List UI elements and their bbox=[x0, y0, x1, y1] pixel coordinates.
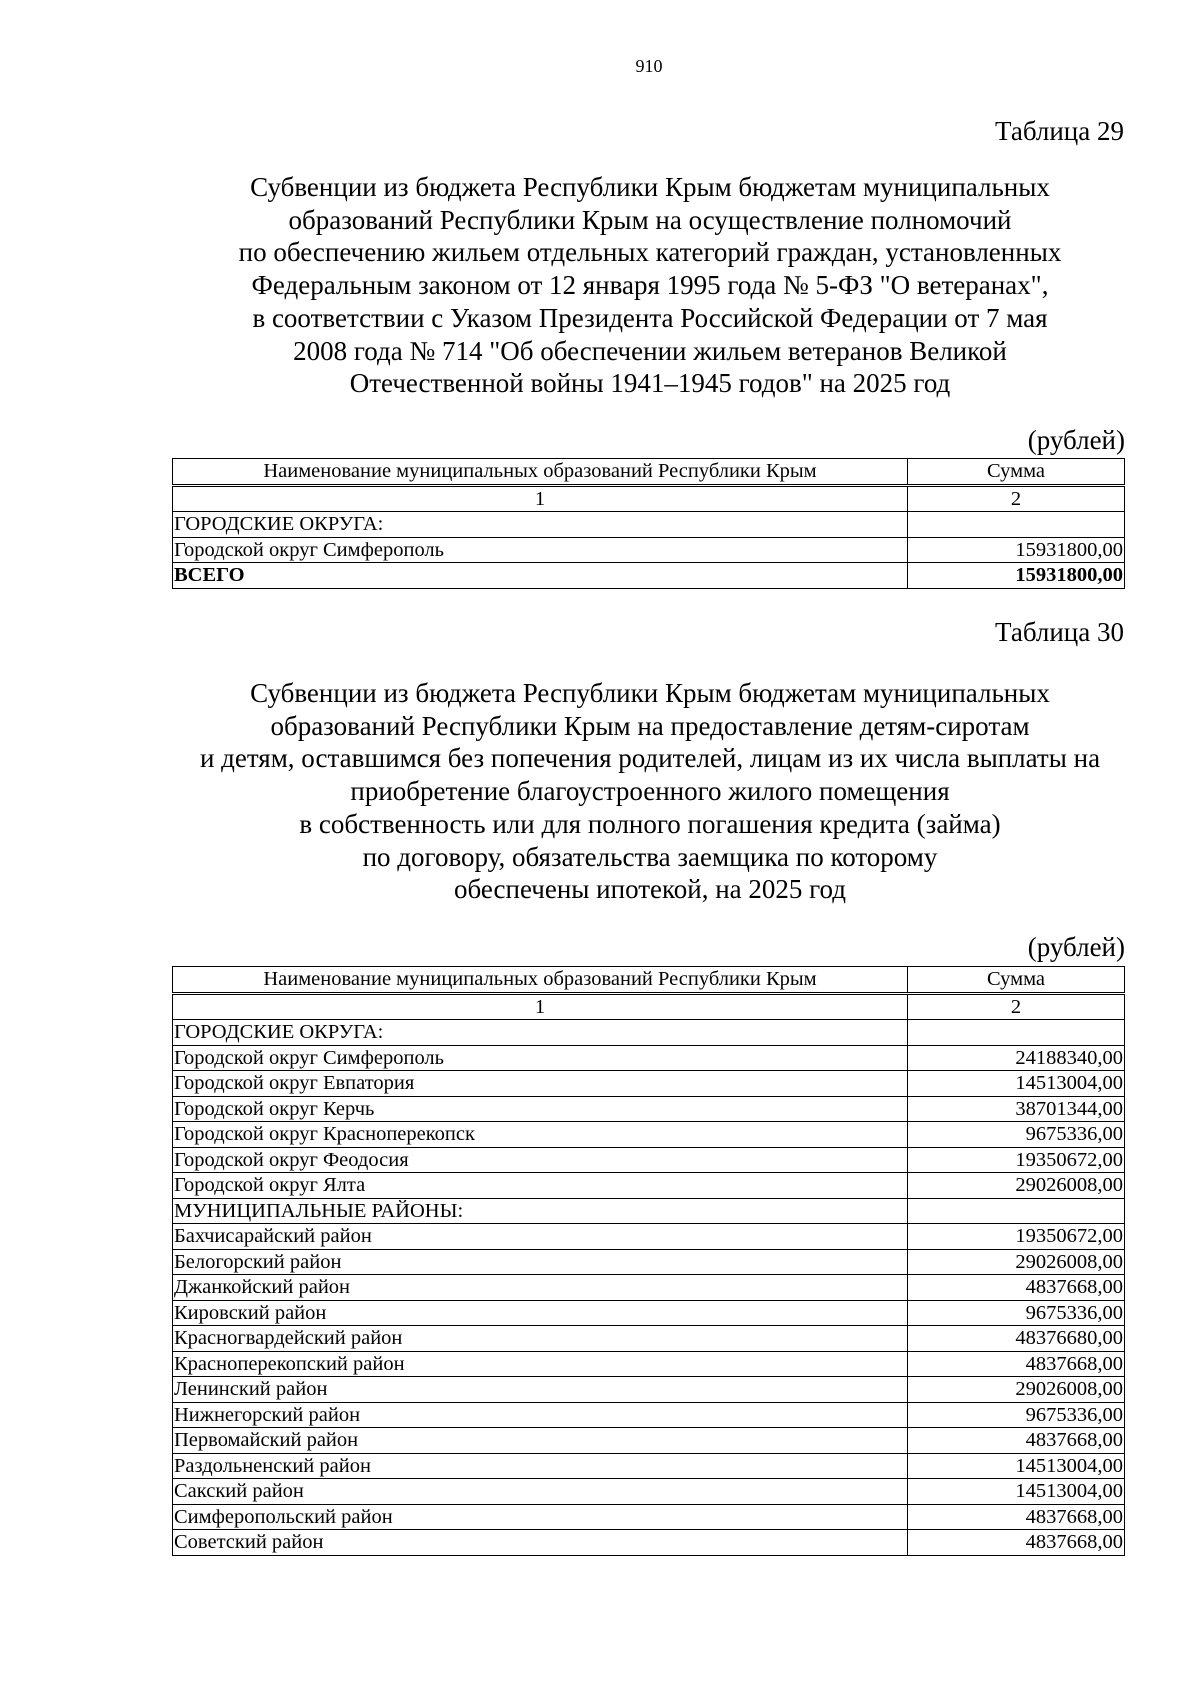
amount: 24188340,00 bbox=[908, 1045, 1125, 1071]
amount: 4837668,00 bbox=[908, 1428, 1125, 1454]
column-number: 2 bbox=[908, 486, 1125, 512]
amount bbox=[908, 1198, 1125, 1224]
table-row bbox=[173, 1504, 1125, 1530]
amount: 14513004,00 bbox=[908, 1071, 1125, 1097]
amount: 14513004,00 bbox=[908, 1453, 1125, 1479]
title-line: Отечественной войны 1941–1945 годов" на 2025 год bbox=[349, 368, 951, 399]
amount: 19350672,00 bbox=[908, 1224, 1125, 1250]
table-row bbox=[173, 537, 1125, 563]
amount: 19350672,00 bbox=[908, 1147, 1125, 1173]
amount: 29026008,00 bbox=[908, 1377, 1125, 1403]
municipality-name: Сакский район bbox=[173, 1479, 908, 1505]
title-line: по обеспечению жильем отдельных категорий граждан, установленных bbox=[238, 237, 1062, 268]
amount: 4837668,00 bbox=[908, 1351, 1125, 1377]
table-row bbox=[173, 1122, 1125, 1148]
table-row bbox=[173, 1275, 1125, 1301]
amount: 29026008,00 bbox=[908, 1249, 1125, 1275]
municipality-name: Городской округ Ялта bbox=[173, 1173, 908, 1199]
amount: 14513004,00 bbox=[908, 1479, 1125, 1505]
table-row bbox=[173, 1147, 1125, 1173]
municipality-name: Советский район bbox=[173, 1530, 908, 1556]
title-line: Субвенции из бюджета Республики Крым бюджетам муниципальных bbox=[250, 172, 1050, 202]
table-30 bbox=[172, 966, 1125, 1556]
table-row bbox=[173, 1453, 1125, 1479]
amount: 4837668,00 bbox=[908, 1530, 1125, 1556]
municipality-name: ГОРОДСКИЕ ОКРУГА: bbox=[173, 512, 908, 538]
amount: 9675336,00 bbox=[908, 1402, 1125, 1428]
municipality-name: Ленинский район bbox=[173, 1377, 908, 1403]
amount: 15931800,00 bbox=[908, 537, 1125, 563]
amount: 38701344,00 bbox=[908, 1096, 1125, 1122]
table-row bbox=[173, 1071, 1125, 1097]
column-number: 1 bbox=[173, 486, 908, 512]
title-line: обеспечены ипотекой, на 2025 год bbox=[453, 874, 846, 905]
header-row bbox=[173, 967, 1125, 993]
page-number: 910 bbox=[635, 56, 663, 76]
section-row bbox=[173, 1020, 1125, 1046]
title-line: и детям, оставшимся без попечения родителей, лицам из их числа выплаты на bbox=[199, 743, 1101, 774]
municipality-name: ВСЕГО bbox=[173, 563, 908, 589]
municipality-name: ГОРОДСКИЕ ОКРУГА: bbox=[173, 1020, 908, 1046]
table-30-label: Таблица 30 bbox=[995, 617, 1124, 647]
municipality-name: МУНИЦИПАЛЬНЫЕ РАЙОНЫ: bbox=[173, 1198, 908, 1224]
amount: 15931800,00 bbox=[908, 563, 1125, 589]
section-row bbox=[173, 512, 1125, 538]
table-row bbox=[173, 1045, 1125, 1071]
table-row bbox=[173, 1351, 1125, 1377]
municipality-name: Городской округ Красноперекопск bbox=[173, 1122, 908, 1148]
column-number: 1 bbox=[173, 994, 908, 1020]
table-29-units: (рублей) bbox=[1027, 425, 1125, 455]
column-number-row bbox=[173, 486, 1125, 512]
amount bbox=[908, 1020, 1125, 1046]
header-row bbox=[173, 459, 1125, 485]
municipality-name: Белогорский район bbox=[173, 1249, 908, 1275]
municipality-name: Кировский район bbox=[173, 1300, 908, 1326]
municipality-name: Красногвардейский район bbox=[173, 1326, 908, 1352]
municipality-name: Красноперекопский район bbox=[173, 1351, 908, 1377]
amount bbox=[908, 512, 1125, 538]
municipality-name: Нижнегорский район bbox=[173, 1402, 908, 1428]
municipality-name: Раздольненский район bbox=[173, 1453, 908, 1479]
table-29-label: Таблица 29 bbox=[995, 116, 1124, 146]
section-row bbox=[173, 1198, 1125, 1224]
column-number-row bbox=[173, 994, 1125, 1020]
total-row bbox=[173, 563, 1125, 589]
amount: 9675336,00 bbox=[908, 1122, 1125, 1148]
table-row bbox=[173, 1249, 1125, 1275]
table-row bbox=[173, 1479, 1125, 1505]
column-header-name: Наименование муниципальных образований Республики Крым bbox=[173, 967, 908, 993]
title-line: образований Республики Крым на осуществление полномочий bbox=[288, 204, 1012, 235]
column-header-sum: Сумма bbox=[908, 967, 1125, 993]
table-row bbox=[173, 1377, 1125, 1403]
table-row bbox=[173, 1530, 1125, 1556]
table-row bbox=[173, 1428, 1125, 1454]
municipality-name: Первомайский район bbox=[173, 1428, 908, 1454]
municipality-name: Городской округ Симферополь bbox=[173, 537, 908, 563]
column-header-name: Наименование муниципальных образований Республики Крым bbox=[173, 459, 908, 485]
column-header-sum: Сумма bbox=[908, 459, 1125, 485]
title-line: в собственность или для полного погашения кредита (займа) bbox=[299, 808, 1001, 839]
title-line: Субвенции из бюджета Республики Крым бюджетам муниципальных bbox=[250, 678, 1050, 708]
amount: 9675336,00 bbox=[908, 1300, 1125, 1326]
municipality-name: Городской округ Симферополь bbox=[173, 1045, 908, 1071]
municipality-name: Городской округ Феодосия bbox=[173, 1147, 908, 1173]
amount: 4837668,00 bbox=[908, 1275, 1125, 1301]
municipality-name: Джанкойский район bbox=[173, 1275, 908, 1301]
table-29 bbox=[172, 458, 1125, 589]
table-row bbox=[173, 1300, 1125, 1326]
amount: 29026008,00 bbox=[908, 1173, 1125, 1199]
table-row bbox=[173, 1402, 1125, 1428]
table-row bbox=[173, 1173, 1125, 1199]
municipality-name: Городской округ Евпатория bbox=[173, 1071, 908, 1097]
table-row bbox=[173, 1096, 1125, 1122]
title-line: образований Республики Крым на предоставление детям-сиротам bbox=[270, 710, 1030, 741]
municipality-name: Симферопольский район bbox=[173, 1504, 908, 1530]
column-number: 2 bbox=[908, 994, 1125, 1020]
title-line: по договору, обязательства заемщика по которому bbox=[362, 841, 938, 872]
municipality-name: Городской округ Керчь bbox=[173, 1096, 908, 1122]
table-30-title bbox=[160, 677, 1140, 906]
table-row bbox=[173, 1224, 1125, 1250]
municipality-name: Бахчисарайский район bbox=[173, 1224, 908, 1250]
table-row bbox=[173, 1326, 1125, 1352]
title-line: Федеральным законом от 12 января 1995 года № 5-ФЗ "О ветеранах", bbox=[251, 270, 1049, 301]
title-line: приобретение благоустроенного жилого помещения bbox=[350, 776, 950, 807]
table-29-title bbox=[160, 171, 1140, 400]
table-30-units: (рублей) bbox=[1027, 932, 1125, 962]
title-line: 2008 года № 714 "Об обеспечении жильем ветеранов Великой bbox=[293, 335, 1007, 366]
amount: 4837668,00 bbox=[908, 1504, 1125, 1530]
title-line: в соответствии с Указом Президента Российской Федерации от 7 мая bbox=[252, 302, 1048, 333]
amount: 48376680,00 bbox=[908, 1326, 1125, 1352]
